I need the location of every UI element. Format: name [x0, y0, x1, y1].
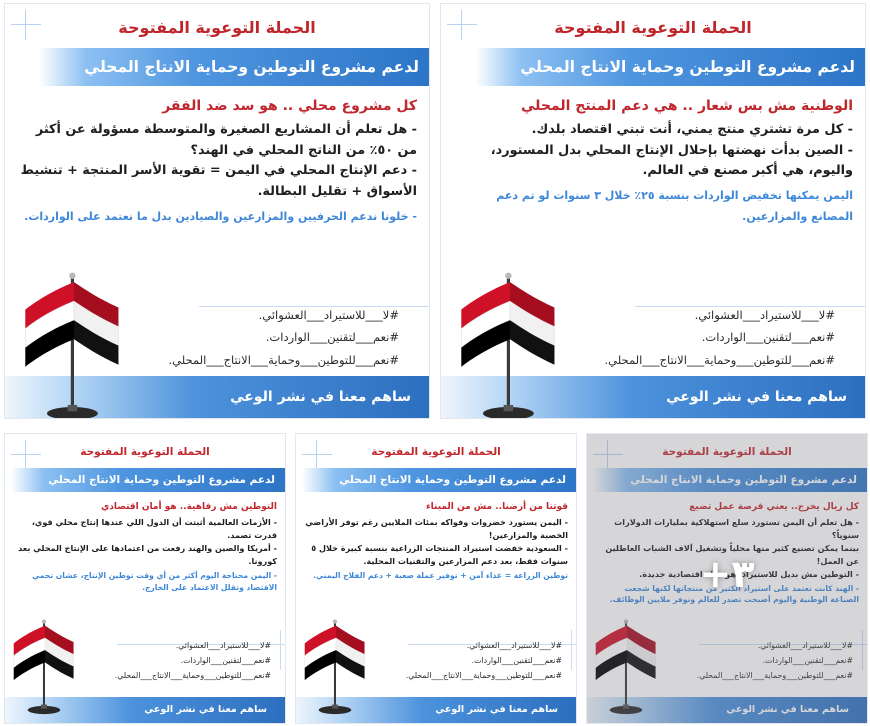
post-card-local-product[interactable] [440, 3, 866, 419]
post-card-economic-security[interactable] [4, 433, 286, 724]
post-content [13, 502, 277, 593]
bullet-text: - الأزمات العالمية أثبتت أن الدول اللي عندها إنتاج محلي قوي، قدرت تصمد. [31, 517, 277, 540]
campaign-banner: لدعم مشروع التوطين وحماية الانتاج المحلي [11, 468, 285, 492]
bullet-text: - الصين بدأت نهضتها بإحلال الإنتاج المحلي بدل المستورد، واليوم، هي أكبر مصنع في العالم. [490, 142, 853, 179]
campaign-title: الحملة التوعوية المفتوحة [554, 18, 752, 37]
footer-banner: ساهم معنا في نشر الوعي [5, 376, 429, 418]
yemen-flag-icon [302, 599, 370, 719]
hashtag[interactable]: #نعم___للتوطين___وحماية___الانتاج___المحلي. [168, 352, 399, 367]
hashtag[interactable]: #نعم___للتوطين___وحماية___الانتاج___المحلي. [696, 670, 853, 680]
highlight-note: - الهند كانت تعتمد على استيراد الكثير من منتجاتها لكنها شجعت الصناعة الوطنية واليوم أصبحت تصدر للعالم وتوفر ملايين الوظائف. [609, 583, 859, 605]
hashtag[interactable]: #نعم___لتقنين___الواردات. [701, 330, 835, 345]
hashtag[interactable]: #لا___للاستيراد___العشوائي. [694, 308, 835, 322]
hashtag-list [406, 639, 562, 683]
hashtag[interactable]: #نعم___للتوطين___وحماية___الانتاج___المحلي. [405, 670, 562, 680]
post-content [453, 98, 853, 228]
hashtag[interactable]: #نعم___لتقنين___الواردات. [762, 655, 853, 665]
footer-banner: ساهم معنا في نشر الوعي [587, 697, 867, 723]
yemen-flag-icon [455, 244, 565, 419]
bullet-text: - أمريكا والصين والهند رفعت من اعتمادها على الإنتاج المحلي بعد كورونا. [18, 542, 277, 566]
more-images-badge[interactable]: ٣+ [699, 552, 755, 596]
hashtag-list [169, 304, 400, 371]
yemen-flag-icon [19, 244, 129, 419]
campaign-banner: لدعم مشروع التوطين وحماية الانتاج المحلي [593, 468, 867, 492]
bullet-text: - هل تعلم أن اليمن تستورد سلع استهلاكية بمليارات الدولارات سنوياً؟ [614, 517, 859, 540]
post-card-riyal-more[interactable] [586, 433, 868, 724]
highlight-note: - اليمن محتاجة اليوم أكثر من أي وقت توطين الإنتاج، عشان تحمي الاقتصاد وتقلل الاعتماد على الخارج. [32, 570, 277, 592]
campaign-title: الحملة التوعوية المفتوحة [118, 18, 316, 37]
hashtag[interactable]: #نعم___لتقنين___الواردات. [471, 655, 562, 665]
post-heading: الوطنية مش بس شعار .. هي دعم المنتج المحلي [520, 98, 853, 114]
campaign-title: الحملة التوعوية المفتوحة [662, 446, 792, 458]
hashtag[interactable]: #لا___للاستيراد___العشوائي. [466, 641, 562, 650]
campaign-banner: لدعم مشروع التوطين وحماية الانتاج المحلي [302, 468, 576, 492]
bullet-text: - دعم الإنتاج المحلي في اليمن = تقوية الأسر المنتجة + تنشيط الأسواق + تقليل البطالة. [20, 163, 417, 200]
bullet-text: - السعودية خفضت استيراد المنتجات الزراعية بنسبة كبيرة خلال ٥ سنوات فقط، بعد دعم المزارعين والتقنيات المحلية. [311, 542, 568, 566]
post-card-agriculture[interactable] [295, 433, 577, 724]
hashtag-list [697, 639, 853, 683]
campaign-banner: لدعم مشروع التوطين وحماية الانتاج المحلي [39, 48, 429, 86]
campaign-title: الحملة التوعوية المفتوحة [80, 446, 210, 458]
hashtag[interactable]: #لا___للاستيراد___العشوائي. [757, 641, 853, 650]
post-heading: التوطين مش رفاهية.. هو أمان اقتصادي [100, 502, 277, 512]
yemen-flag-icon [11, 599, 79, 719]
post-heading: كل ريال يخرج.. يعني فرصة عمل تضيع [689, 502, 859, 512]
bullet-text: - هل تعلم أن المشاريع الصغيرة والمتوسطة مسؤولة عن أكثر من ٥٠٪ من الناتج المحلي في الهند؟ [35, 122, 417, 158]
highlight-note: اليمن يمكنها تخفيض الواردات بنسبة ٢٥٪ خلال ٣ سنوات لو تم دعم المصانع والمزارعين. [496, 189, 853, 224]
hashtag-list [605, 304, 836, 371]
hashtag[interactable]: #نعم___لتقنين___الواردات. [265, 330, 399, 345]
highlight-note: توطين الزراعة = غذاء آمن + توفير عملة صعبة + دعم الفلاح اليمني. [313, 570, 568, 580]
bullet-text: - اليمن يستورد خضروات وفواكه بمئات الملايين رغم توفر الأراضي الخصبة والمزارعين! [305, 517, 568, 540]
yemen-flag-icon [593, 599, 661, 719]
bullet-text: - كل مرة تشتري منتج يمني، أنت تبني اقتصاد بلدك. [531, 122, 853, 137]
post-heading: كل مشروع محلي .. هو سد ضد الفقر [162, 98, 417, 114]
campaign-banner: لدعم مشروع التوطين وحماية الانتاج المحلي [475, 48, 865, 86]
hashtag[interactable]: #نعم___للتوطين___وحماية___الانتاج___المحلي. [604, 352, 835, 367]
hashtag-list [115, 639, 271, 683]
hashtag[interactable]: #نعم___للتوطين___وحماية___الانتاج___المحلي. [114, 670, 271, 680]
highlight-note: - خلونا ندعم الحرفيين والمزارعين والصيادين بدل ما نعتمد على الواردات. [24, 209, 417, 223]
post-card-local-project[interactable] [4, 3, 430, 419]
hashtag[interactable]: #لا___للاستيراد___العشوائي. [258, 308, 399, 322]
footer-banner: ساهم معنا في نشر الوعي [5, 697, 285, 723]
campaign-title: الحملة التوعوية المفتوحة [371, 446, 501, 458]
footer-banner: ساهم معنا في نشر الوعي [441, 376, 865, 418]
post-content [17, 98, 417, 228]
hashtag[interactable]: #نعم___لتقنين___الواردات. [180, 655, 271, 665]
footer-banner: ساهم معنا في نشر الوعي [296, 697, 576, 723]
bullet-text: بينما يمكن تصنيع كثير منها محلياً وتشغيل آلاف الشباب العاطلين عن العمل! [605, 542, 859, 566]
bullet-text: - التوطين مش بديل للاستيراد، هو حياة اقتصادية جديدة. [639, 568, 859, 579]
post-heading: قوتنا من أرضنا.. مش من الميناء [426, 502, 568, 512]
hashtag[interactable]: #لا___للاستيراد___العشوائي. [175, 641, 271, 650]
post-content [304, 502, 568, 582]
